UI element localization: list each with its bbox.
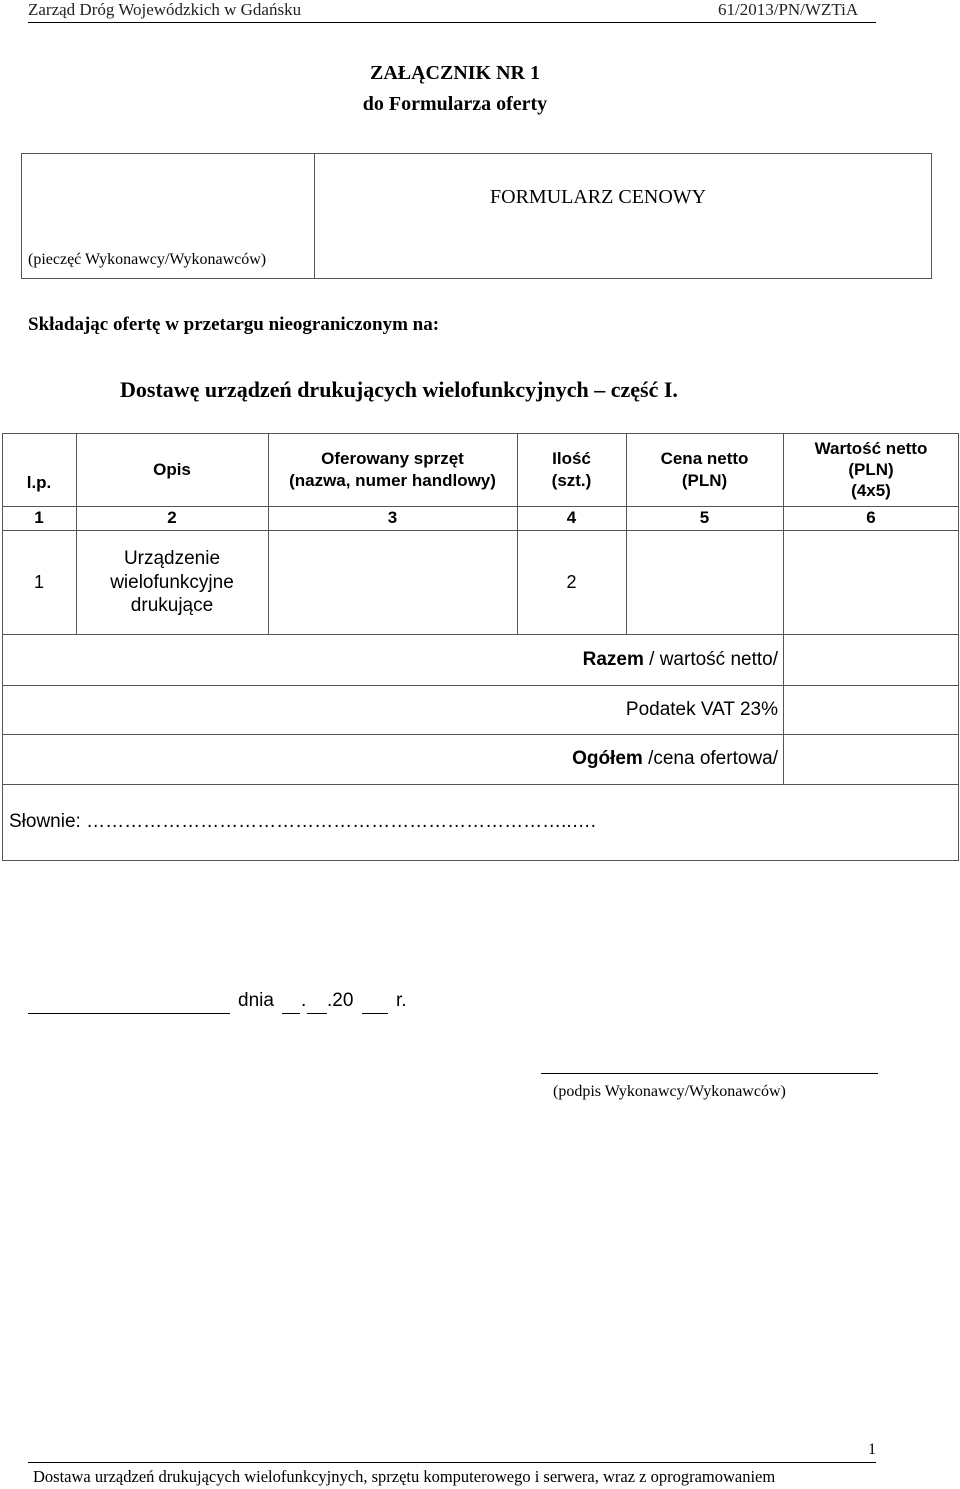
table-row-ilosc: 2 (566, 572, 577, 593)
date-suffix: r. (396, 990, 407, 1011)
page-number: 1 (868, 1441, 876, 1458)
col-number-1: 1 (34, 508, 44, 528)
footer-rule (28, 1462, 876, 1463)
summary-razem (2, 635, 778, 685)
form-title: FORMULARZ CENOWY (490, 186, 707, 208)
col-header-ilosc-line1: Ilość (552, 449, 591, 469)
col-number-5: 5 (699, 508, 710, 528)
col-header-wartosc-line2: (PLN) (848, 459, 894, 479)
header-rule (28, 22, 876, 23)
table-row-sprzet[interactable] (268, 530, 517, 635)
col-header-opis: Opis (153, 459, 191, 479)
date-year-line[interactable] (362, 1013, 388, 1014)
col-header-cena-line1: Cena netto (660, 449, 749, 469)
stamp-divider (314, 153, 315, 279)
col-number-2: 2 (167, 508, 177, 528)
col-header-wartosc (783, 433, 959, 506)
intro-text: Składając ofertę w przetargu nieograniczonym na: (28, 314, 440, 335)
header-left: Zarząd Dróg Wojewódzkich w Gdańsku (28, 0, 302, 19)
table-row-opis (76, 530, 268, 635)
place-line[interactable] (28, 1013, 230, 1014)
col-header-wartosc-line1: Wartość netto (814, 438, 928, 458)
footer-text: Dostawa urządzeń drukujących wielofunkcyjnych, sprzętu komputerowego i serwera, wraz z oprogramowaniem (33, 1467, 776, 1486)
annex-title: ZAŁĄCZNIK NR 1 (369, 62, 541, 84)
col-header-sprzet (268, 433, 517, 506)
summary-vat: Podatek VAT 23% (625, 698, 778, 720)
date-dot: . (301, 990, 307, 1011)
col-header-cena (626, 433, 783, 506)
date-month-line[interactable] (307, 1013, 327, 1014)
summary-razem-rest: / wartość netto/ (643, 649, 778, 671)
summary-ogolem (2, 734, 778, 784)
signature-caption: (podpis Wykonawcy/Wykonawców) (553, 1083, 786, 1100)
summary-ogolem-value[interactable] (783, 734, 959, 784)
stamp-caption: (pieczęć Wykonawcy/Wykonawców) (28, 251, 267, 268)
col-header-ilosc (517, 433, 626, 506)
col-header-sprzet-line2: (nazwa, numer handlowy) (289, 470, 496, 490)
summary-razem-label: Razem (582, 649, 644, 671)
summary-razem-value[interactable] (783, 635, 959, 685)
col-header-sprzet-line1: Oferowany sprzęt (321, 449, 464, 469)
col-header-lp: l.p. (26, 473, 52, 493)
annex-subtitle: do Formularza oferty (362, 93, 548, 115)
summary-vat-value[interactable] (783, 685, 959, 734)
table-row-opis-line3: drukujące (130, 595, 214, 617)
col-number-4: 4 (566, 508, 577, 528)
table-row-cena[interactable] (626, 530, 783, 635)
date-dnia: dnia (238, 990, 274, 1011)
subject-text: Dostawę urządzeń drukujących wielofunkcyjnych – część I. (120, 377, 678, 402)
table-row-opis-line1: Urządzenie (123, 547, 221, 569)
signature-line[interactable] (541, 1073, 878, 1074)
header-right: 61/2013/PN/WZTiA (718, 0, 859, 19)
col-number-6: 6 (866, 508, 876, 528)
col-header-wartosc-line3: (4x5) (851, 481, 891, 501)
table-row-lp: 1 (33, 572, 44, 593)
slownie-field[interactable]: Słownie: …………………………………………………………………..…. (9, 811, 596, 832)
date-day-line[interactable] (282, 1013, 300, 1014)
col-header-ilosc-line2: (szt.) (551, 470, 592, 490)
col-header-cena-line2: (PLN) (681, 470, 728, 490)
summary-ogolem-label: Ogółem (572, 748, 643, 770)
table-row-wartosc[interactable] (783, 530, 959, 635)
table-row-opis-line2: wielofunkcyjne (110, 571, 234, 593)
col-number-3: 3 (387, 508, 398, 528)
date-year-prefix: .20 (327, 990, 354, 1011)
summary-ogolem-rest: /cena ofertowa/ (642, 748, 778, 770)
